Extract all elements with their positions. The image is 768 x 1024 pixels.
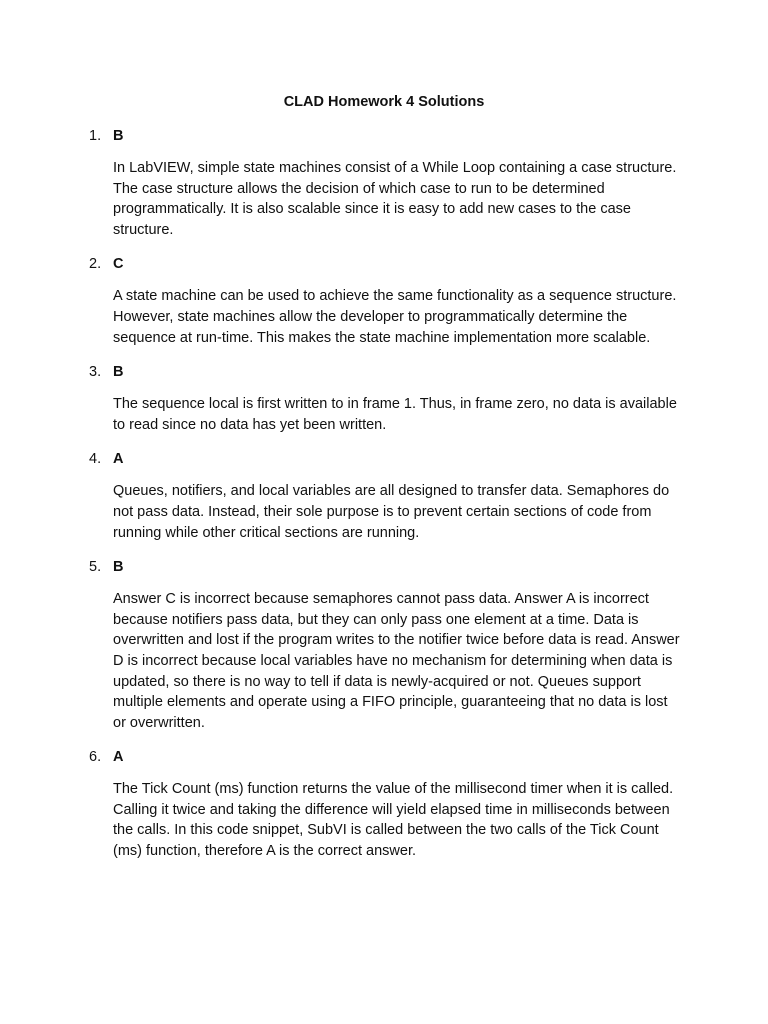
answer-header [0,557,768,577]
answer-letter: C [113,256,124,273]
answer-explanation: The sequence local is first written to in frame 1. Thus, in frame zero, no data is available to read since no data has yet been written. [113,396,677,433]
question-number: 2. [89,256,102,273]
question-number: 1. [89,128,102,144]
answer-item-4 [0,449,768,543]
answer-header [0,362,768,382]
answer-letter: B [113,128,124,144]
answer-item-6 [0,747,768,861]
answer-explanation: Answer C is incorrect because semaphores cannot pass data. Answer A is incorrect because notifiers pass data, but they can only pass one element at a time. Data is overwritten and lost if the program writes to the notifier twice before data is read. Answer D is incorrect because local variables have no mechanism for determining when data is updated, so there is no way to tell if data is newly-acquired or not. Queues support multiple elements and operate using a FIFO principle, guaranteeing that no data is lost or overwritten. [113,591,680,731]
answer-explanation: Queues, notifiers, and local variables are all designed to transfer data. Semaphores do not pass data. Instead, their sole purpose is to prevent certain sections of code from running while other critical sections are running. [113,483,670,541]
document-title: CLAD Homework 4 Solutions [283,94,485,110]
answer-item-1 [0,126,768,240]
answer-header [0,254,768,274]
question-number: 6. [89,749,102,766]
answer-explanation: In LabVIEW, simple state machines consist of a While Loop containing a case structure. The case structure allows the decision of which case to run to be determined programmatically. It is also scalable since it is easy to add new cases to the case structure. [113,160,677,238]
answer-letter: B [113,364,124,381]
answer-explanation: The Tick Count (ms) function returns the value of the millisecond timer when it is called. Calling it twice and taking the difference will yield elapsed time in milliseconds between the calls. In this code snippet, SubVI is called between the two calls of the Tick Count (ms) function, therefore A is the correct answer. [113,781,674,860]
question-number: 3. [89,364,102,381]
answer-header [0,747,768,767]
answer-letter: B [113,559,124,576]
answer-list [0,126,768,862]
answer-explanation: A state machine can be used to achieve the same functionality as a sequence structure. However, state machines allow the developer to programmatically determine the sequence at run-time. This makes the state machine implementation more scalable. [113,288,677,346]
answer-header [0,126,768,146]
answer-item-3 [0,362,768,435]
answer-item-2 [0,254,768,348]
answer-item-5 [0,557,768,733]
question-number: 5. [89,559,102,576]
answer-header [0,449,768,469]
answer-letter: A [113,451,124,468]
question-number: 4. [89,451,102,468]
answer-letter: A [113,749,124,766]
